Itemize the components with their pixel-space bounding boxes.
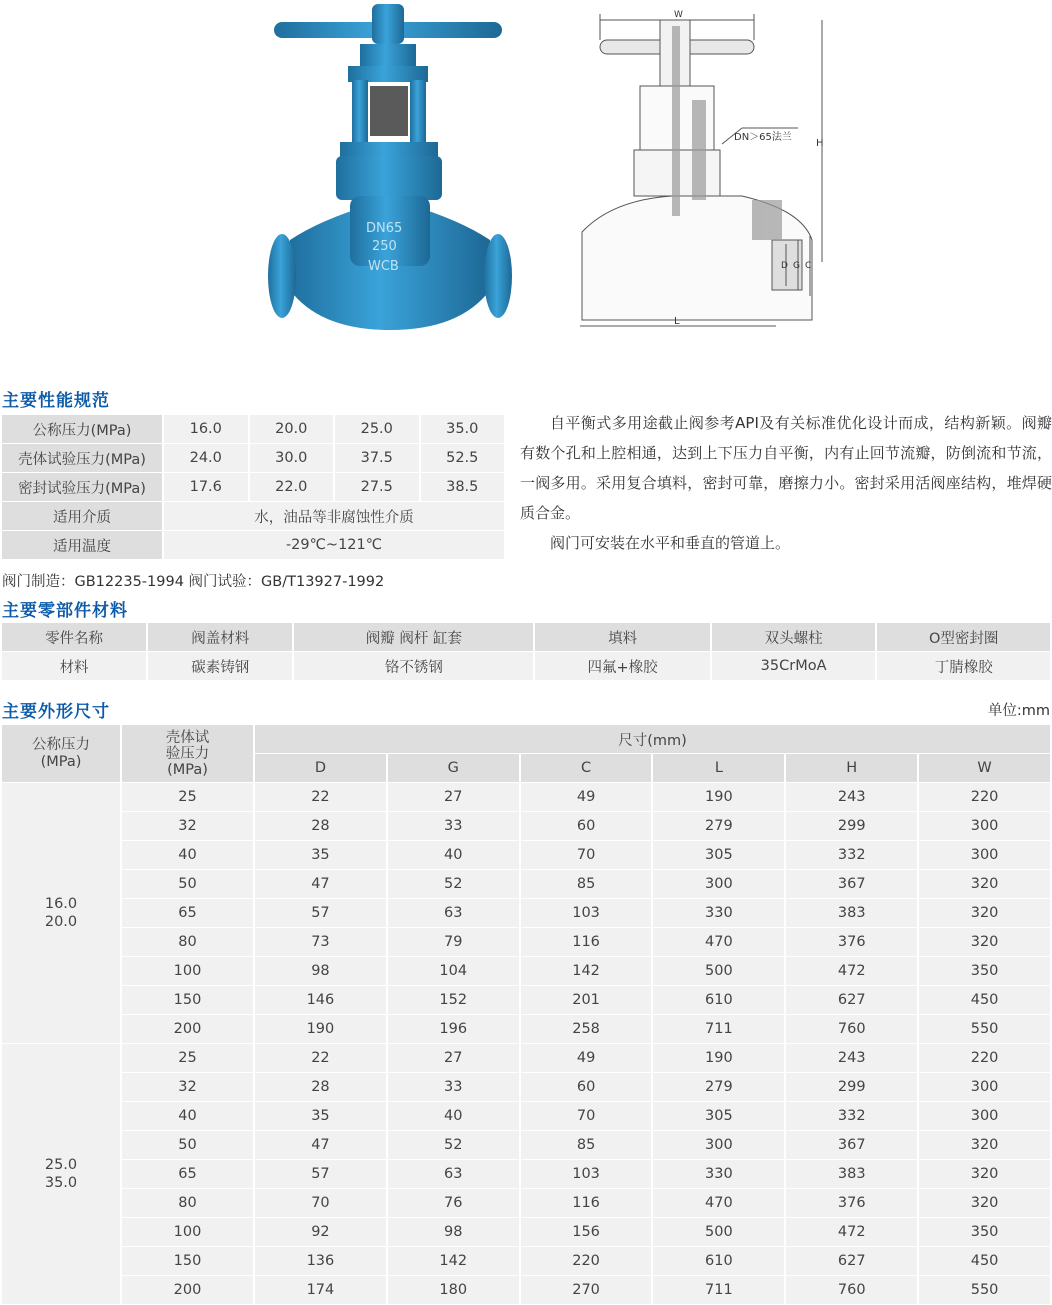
table-row [2,1073,1050,1101]
table-cell: 70 [521,841,652,869]
table-cell: 25 [122,783,253,811]
flange-note: DN＞65法兰 [734,132,792,143]
table-row [2,899,1050,927]
table-row [2,1131,1050,1159]
table-cell: 22 [255,1044,386,1072]
table-cell: 376 [786,1189,917,1217]
table-cell: 300 [919,841,1050,869]
table-cell: 156 [521,1218,652,1246]
dims-col-header: W [919,754,1050,782]
table-cell: 610 [653,986,784,1014]
perf-row [2,415,504,443]
table-cell: 180 [388,1276,519,1304]
dims-col-header: D [255,754,386,782]
table-cell: 65 [122,899,253,927]
perf-row [2,444,504,472]
table-cell: 28 [255,1073,386,1101]
table-cell: 320 [919,928,1050,956]
table-cell: 190 [653,1044,784,1072]
table-cell: 376 [786,928,917,956]
materials-cell: 材料 [2,652,146,680]
dims-col-header: C [521,754,652,782]
table-cell: 367 [786,1131,917,1159]
table-cell: 33 [388,812,519,840]
table-cell: 136 [255,1247,386,1275]
table-cell: 450 [919,986,1050,1014]
table-cell: 57 [255,899,386,927]
perf-label: 密封试验压力(MPa) [2,473,162,501]
table-row [2,812,1050,840]
table-cell: 300 [653,1131,784,1159]
table-cell: 305 [653,841,784,869]
table-cell: 550 [919,1276,1050,1304]
table-cell: 35 [255,1102,386,1130]
dims-table [0,724,1052,1305]
table-cell: 63 [388,899,519,927]
dims-col-header: G [388,754,519,782]
table-cell: 100 [122,957,253,985]
perf-title: 主要性能规范 [2,391,110,411]
perf-row [2,531,504,559]
materials-header-cell: 双头螺柱 [712,623,876,651]
table-cell: 79 [388,928,519,956]
table-row [2,1044,1050,1072]
materials-header-cell: 填料 [535,623,709,651]
table-cell: 63 [388,1160,519,1188]
table-cell: 85 [521,870,652,898]
table-cell: 80 [122,1189,253,1217]
table-cell: 76 [388,1189,519,1217]
perf-value: 35.0 [421,415,505,443]
table-row [2,928,1050,956]
materials-header-row [2,623,1050,651]
table-cell: 100 [122,1218,253,1246]
table-cell: 35 [255,841,386,869]
table-cell: 146 [255,986,386,1014]
table-row [2,1276,1050,1304]
dim-label-c: C [805,261,812,271]
table-cell: 50 [122,1131,253,1159]
table-cell: 350 [919,1218,1050,1246]
table-cell: 73 [255,928,386,956]
table-cell: 142 [521,957,652,985]
dims-header-pn: 公称压力 (MPa) [2,725,120,782]
table-cell: 49 [521,783,652,811]
table-cell: 190 [255,1015,386,1043]
table-cell: 98 [388,1218,519,1246]
materials-header-cell: O型密封圈 [877,623,1050,651]
table-cell: 383 [786,899,917,927]
table-cell: 200 [122,1276,253,1304]
table-cell: 450 [919,1247,1050,1275]
table-cell: 470 [653,928,784,956]
table-cell: 383 [786,1160,917,1188]
table-cell: 65 [122,1160,253,1188]
table-cell: 760 [786,1276,917,1304]
materials-cell: 35CrMoA [712,652,876,680]
table-cell: 627 [786,986,917,1014]
materials-table [0,622,1052,681]
description-paragraph: 自平衡式多用途截止阀参考API及有关标准优化设计而成，结构新颖。阀瓣有数个孔和上腔相通，达到上下压力自平衡，内有止回节流瓣，防倒流和节流，一阀多用。采用复合填料，密封可靠，磨擦力小。密封采用活阀座结构，堆焊硬质合金。 [520,414,1052,522]
table-cell: 47 [255,870,386,898]
perf-value: 22.0 [250,473,334,501]
perf-value: 37.5 [335,444,419,472]
dim-label-g: G [793,261,800,271]
table-cell: 92 [255,1218,386,1246]
table-cell: 142 [388,1247,519,1275]
body-mark-material: WCB [368,259,399,274]
table-row [2,1015,1050,1043]
table-cell: 116 [521,928,652,956]
section-drawing [572,0,842,340]
table-cell: 300 [919,1102,1050,1130]
table-cell: 470 [653,1189,784,1217]
table-cell: 220 [521,1247,652,1275]
perf-value: 30.0 [250,444,334,472]
table-cell: 472 [786,957,917,985]
table-cell: 150 [122,986,253,1014]
table-cell: 500 [653,1218,784,1246]
temp-label: 适用温度 [2,531,162,559]
dims-col-header: H [786,754,917,782]
table-cell: 220 [919,783,1050,811]
standards-text: 阀门制造：GB12235-1994 阀门试验：GB/T13927-1992 [2,574,385,590]
materials-header-cell: 零件名称 [2,623,146,651]
table-cell: 243 [786,1044,917,1072]
dim-label-h: H [816,138,824,149]
table-cell: 332 [786,1102,917,1130]
table-cell: 320 [919,899,1050,927]
table-cell: 350 [919,957,1050,985]
table-cell: 52 [388,1131,519,1159]
table-cell: 27 [388,1044,519,1072]
table-row [2,841,1050,869]
perf-value: 52.5 [421,444,505,472]
table-cell: 320 [919,870,1050,898]
table-cell: 711 [653,1276,784,1304]
table-cell: 243 [786,783,917,811]
table-cell: 300 [919,812,1050,840]
materials-title: 主要零部件材料 [2,601,128,621]
perf-value: 17.6 [164,473,248,501]
table-cell: 300 [919,1073,1050,1101]
table-cell: 472 [786,1218,917,1246]
table-cell: 22 [255,783,386,811]
dim-label-l: L [674,316,680,327]
table-cell: 57 [255,1160,386,1188]
table-cell: 32 [122,1073,253,1101]
table-cell: 367 [786,870,917,898]
dim-label-w: W [674,10,683,20]
perf-row [2,502,504,530]
medium-value: 水，油品等非腐蚀性介质 [164,502,504,530]
perf-value: 25.0 [335,415,419,443]
table-cell: 104 [388,957,519,985]
description [520,408,1052,558]
table-row [2,957,1050,985]
valve-photo [260,0,520,340]
materials-cell: 丁腈橡胶 [877,652,1050,680]
table-cell: 60 [521,1073,652,1101]
dim-label-d: D [781,261,788,271]
materials-cell: 四氟+橡胶 [535,652,709,680]
table-cell: 98 [255,957,386,985]
table-row [2,783,1050,811]
table-cell: 760 [786,1015,917,1043]
table-cell: 200 [122,1015,253,1043]
table-cell: 220 [919,1044,1050,1072]
materials-cell: 铬不锈钢 [294,652,533,680]
table-cell: 320 [919,1189,1050,1217]
table-cell: 52 [388,870,519,898]
table-cell: 550 [919,1015,1050,1043]
table-cell: 40 [122,1102,253,1130]
table-cell: 279 [653,812,784,840]
body-mark-dn: DN65 [366,221,403,236]
table-cell: 270 [521,1276,652,1304]
dims-col-header: L [653,754,784,782]
table-cell: 279 [653,1073,784,1101]
table-cell: 300 [653,870,784,898]
dims-header-row [2,725,1050,753]
description-paragraph: 阀门可安装在水平和垂直的管道上。 [550,534,791,552]
table-row [2,870,1050,898]
table-cell: 103 [521,1160,652,1188]
materials-row [2,652,1050,680]
dims-title: 主要外形尺寸 [2,702,110,722]
table-cell: 258 [521,1015,652,1043]
table-row [2,1102,1050,1130]
table-cell: 500 [653,957,784,985]
table-cell: 627 [786,1247,917,1275]
table-cell: 40 [388,841,519,869]
table-cell: 330 [653,899,784,927]
dims-body [2,783,1050,1304]
table-row [2,986,1050,1014]
perf-value: 20.0 [250,415,334,443]
table-cell: 70 [521,1102,652,1130]
table-cell: 196 [388,1015,519,1043]
dims-header-test: 壳体试 验压力 (MPa) [122,725,253,782]
pressure-group-cell: 25.0 35.0 [2,1044,120,1304]
materials-header-cell: 阀盖材料 [148,623,292,651]
table-cell: 305 [653,1102,784,1130]
dims-header-size: 尺寸(mm) [255,725,1050,753]
body-mark-rating: 250 [372,239,397,254]
table-cell: 47 [255,1131,386,1159]
table-row [2,1247,1050,1275]
table-cell: 299 [786,812,917,840]
table-row [2,1160,1050,1188]
table-cell: 49 [521,1044,652,1072]
table-cell: 80 [122,928,253,956]
table-cell: 40 [388,1102,519,1130]
table-cell: 150 [122,1247,253,1275]
perf-value: 24.0 [164,444,248,472]
table-cell: 201 [521,986,652,1014]
table-cell: 25 [122,1044,253,1072]
materials-header-cell: 阀瓣 阀杆 缸套 [294,623,533,651]
table-row [2,1189,1050,1217]
table-cell: 60 [521,812,652,840]
unit-label: 单位:mm [987,703,1050,719]
table-cell: 330 [653,1160,784,1188]
table-cell: 32 [122,812,253,840]
perf-value: 16.0 [164,415,248,443]
table-cell: 103 [521,899,652,927]
table-cell: 85 [521,1131,652,1159]
perf-label: 公称压力(MPa) [2,415,162,443]
perf-table [0,414,506,560]
table-cell: 320 [919,1160,1050,1188]
table-cell: 332 [786,841,917,869]
materials-cell: 碳素铸钢 [148,652,292,680]
table-cell: 40 [122,841,253,869]
table-cell: 320 [919,1131,1050,1159]
table-cell: 27 [388,783,519,811]
table-cell: 33 [388,1073,519,1101]
table-cell: 116 [521,1189,652,1217]
table-cell: 610 [653,1247,784,1275]
temp-value: -29℃~121℃ [164,531,504,559]
table-row [2,1218,1050,1246]
table-cell: 70 [255,1189,386,1217]
table-cell: 152 [388,986,519,1014]
table-cell: 299 [786,1073,917,1101]
medium-label: 适用介质 [2,502,162,530]
perf-value: 27.5 [335,473,419,501]
table-cell: 711 [653,1015,784,1043]
table-cell: 190 [653,783,784,811]
table-cell: 28 [255,812,386,840]
perf-row [2,473,504,501]
table-cell: 174 [255,1276,386,1304]
perf-label: 壳体试验压力(MPa) [2,444,162,472]
perf-value: 38.5 [421,473,505,501]
table-cell: 50 [122,870,253,898]
pressure-group-cell: 16.0 20.0 [2,783,120,1043]
